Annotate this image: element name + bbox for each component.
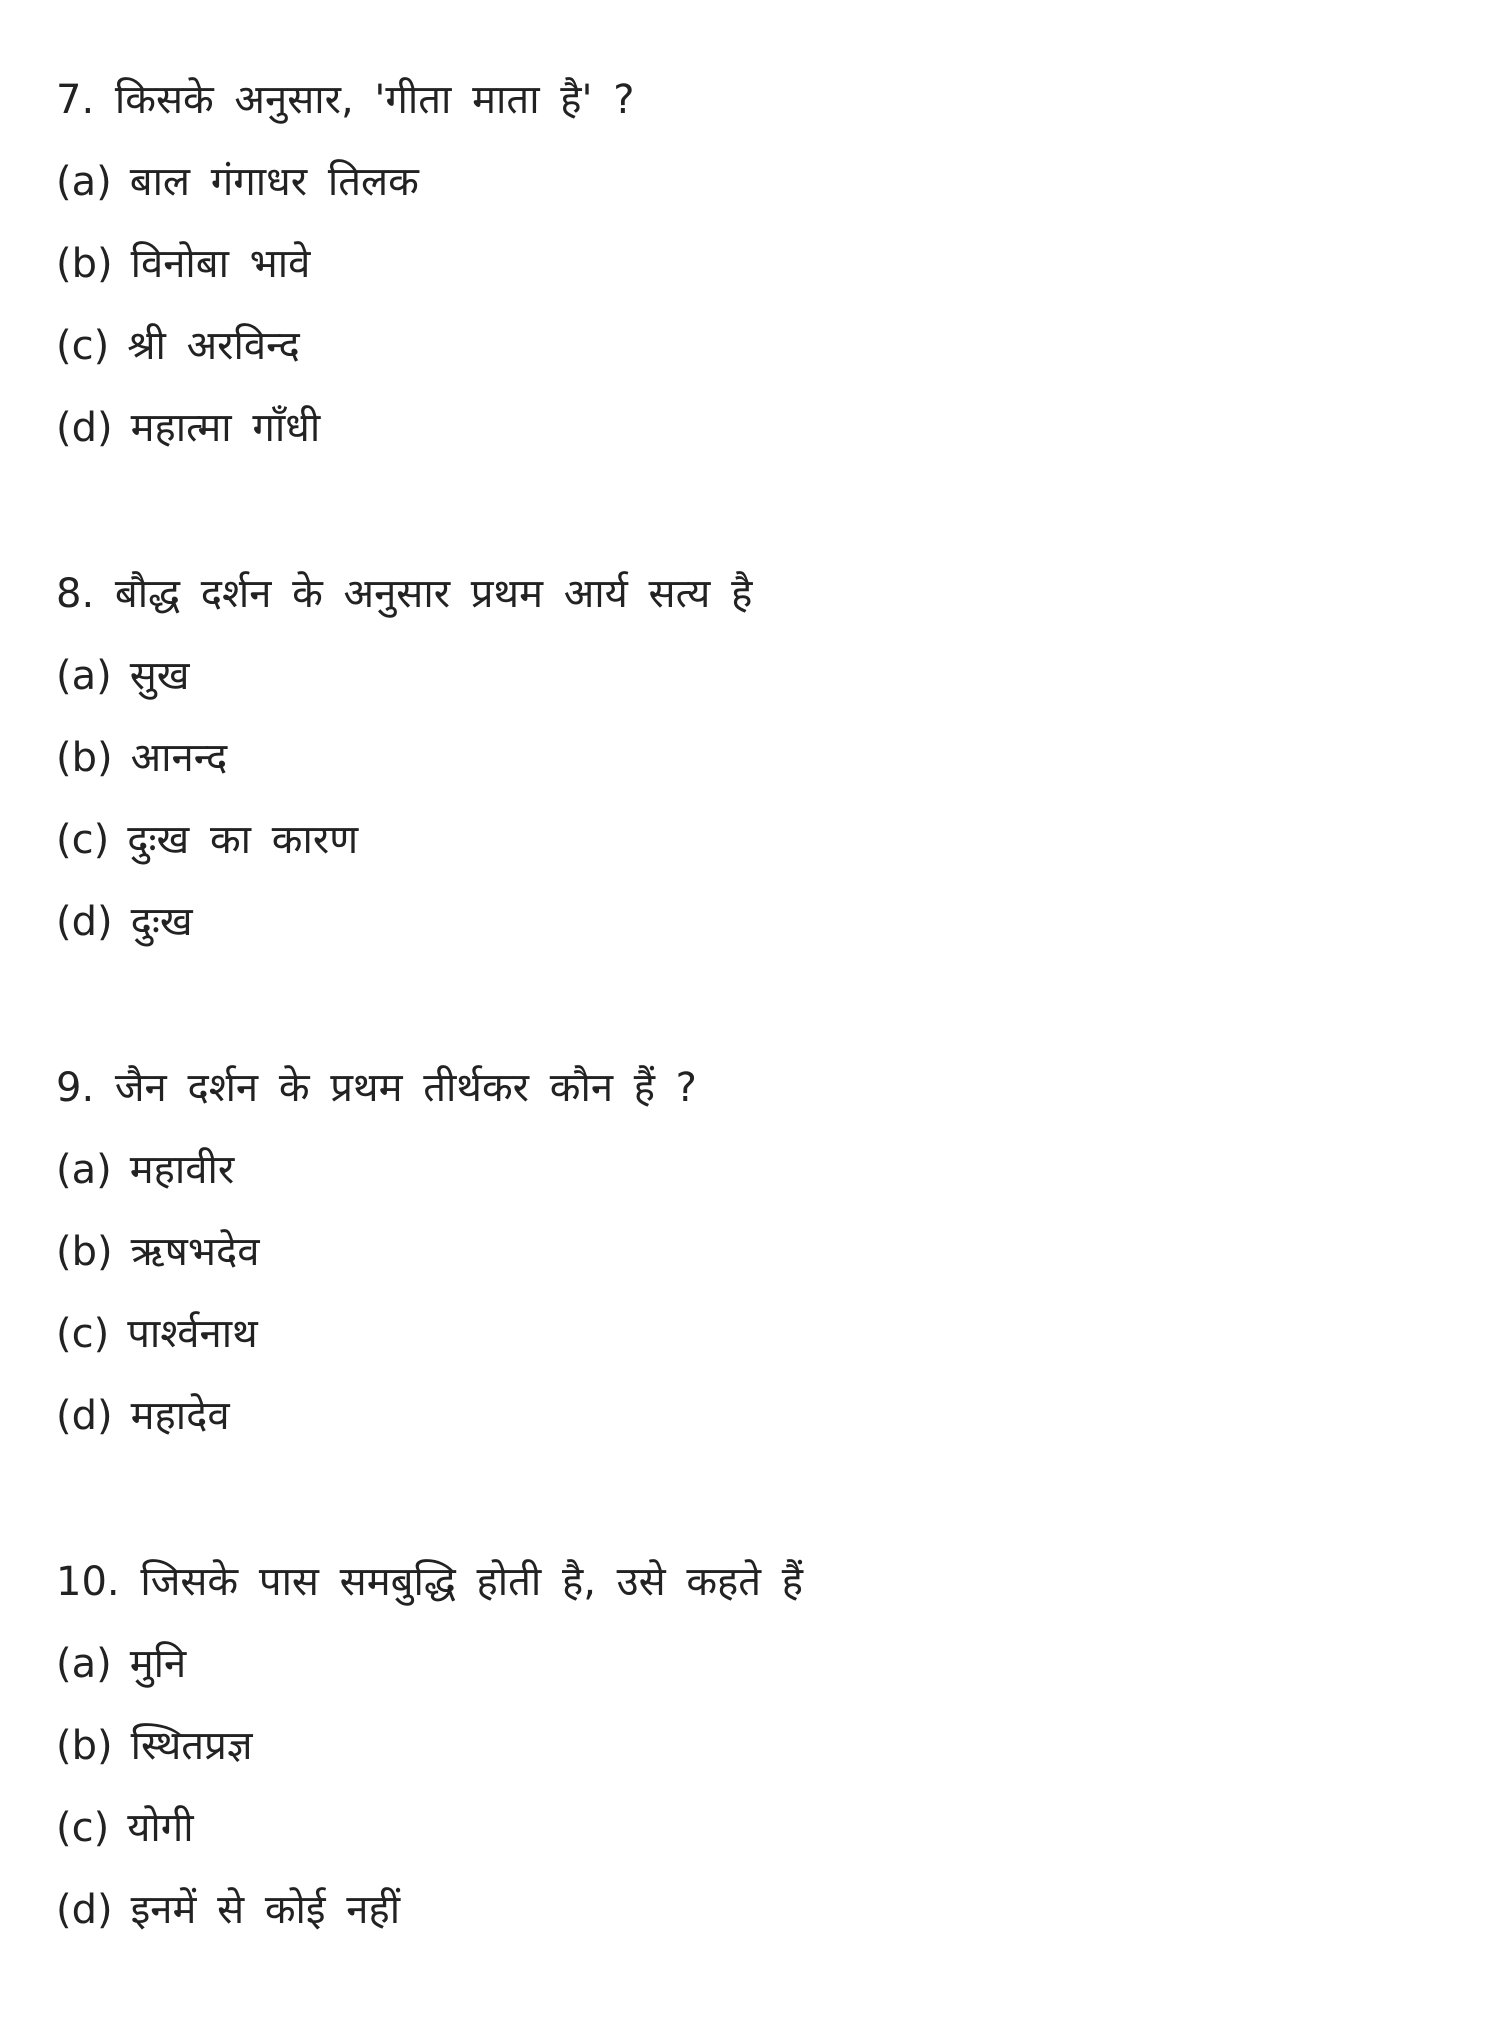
option-letter: (a) <box>56 159 112 205</box>
option-text: सुख <box>129 653 190 699</box>
option-letter: (d) <box>56 1887 113 1933</box>
option-letter: (a) <box>56 1641 112 1687</box>
option-b[interactable] <box>56 1211 1436 1293</box>
option-letter: (d) <box>56 1393 113 1439</box>
option-letter: (c) <box>56 1805 110 1851</box>
option-text: दुःख का कारण <box>127 817 359 863</box>
option-b[interactable] <box>56 223 1436 305</box>
question-8 <box>56 553 1436 963</box>
question-text: 9. जैन दर्शन के प्रथम तीर्थकर कौन हैं ? <box>56 1065 697 1111</box>
option-text: महात्मा गाँधी <box>130 405 321 451</box>
option-letter: (b) <box>56 1229 113 1275</box>
option-letter: (a) <box>56 1147 112 1193</box>
question-9 <box>56 1047 1436 1457</box>
option-text: आनन्द <box>130 735 228 781</box>
option-a[interactable] <box>56 635 1436 717</box>
option-text: योगी <box>127 1805 194 1851</box>
option-letter: (c) <box>56 323 110 369</box>
option-letter: (a) <box>56 653 112 699</box>
option-text: बाल गंगाधर तिलक <box>129 159 419 205</box>
option-text: श्री अरविन्द <box>127 323 300 369</box>
option-text: महावीर <box>129 1147 235 1193</box>
option-b[interactable] <box>56 717 1436 799</box>
option-text: विनोबा भावे <box>130 241 311 287</box>
option-letter: (c) <box>56 1311 110 1357</box>
option-a[interactable] <box>56 141 1436 223</box>
question-text: 8. बौद्ध दर्शन के अनुसार प्रथम आर्य सत्य है <box>56 571 753 617</box>
option-text: ऋषभदेव <box>130 1229 260 1275</box>
option-a[interactable] <box>56 1623 1436 1705</box>
option-d[interactable] <box>56 387 1436 469</box>
option-text: महादेव <box>130 1393 230 1439</box>
option-c[interactable] <box>56 799 1436 881</box>
option-text: मुनि <box>129 1641 187 1687</box>
option-letter: (b) <box>56 241 113 287</box>
option-b[interactable] <box>56 1705 1436 1787</box>
option-text: पार्श्वनाथ <box>127 1311 258 1357</box>
option-c[interactable] <box>56 1293 1436 1375</box>
option-d[interactable] <box>56 1375 1436 1457</box>
option-d[interactable] <box>56 1869 1436 1951</box>
question-text: 10. जिसके पास समबुद्धि होती है, उसे कहते हैं <box>56 1559 804 1605</box>
option-c[interactable] <box>56 1787 1436 1869</box>
question-7 <box>56 59 1436 469</box>
option-letter: (c) <box>56 817 110 863</box>
option-letter: (d) <box>56 899 113 945</box>
option-a[interactable] <box>56 1129 1436 1211</box>
option-letter: (b) <box>56 735 113 781</box>
option-d[interactable] <box>56 881 1436 963</box>
option-letter: (d) <box>56 405 113 451</box>
option-text: दुःख <box>130 899 193 945</box>
option-letter: (b) <box>56 1723 113 1769</box>
option-text: इनमें से कोई नहीं <box>130 1887 401 1933</box>
question-10 <box>56 1541 1436 1951</box>
option-c[interactable] <box>56 305 1436 387</box>
question-text: 7. किसके अनुसार, 'गीता माता है' ? <box>56 77 635 123</box>
option-text: स्थितप्रज्ञ <box>130 1723 253 1769</box>
